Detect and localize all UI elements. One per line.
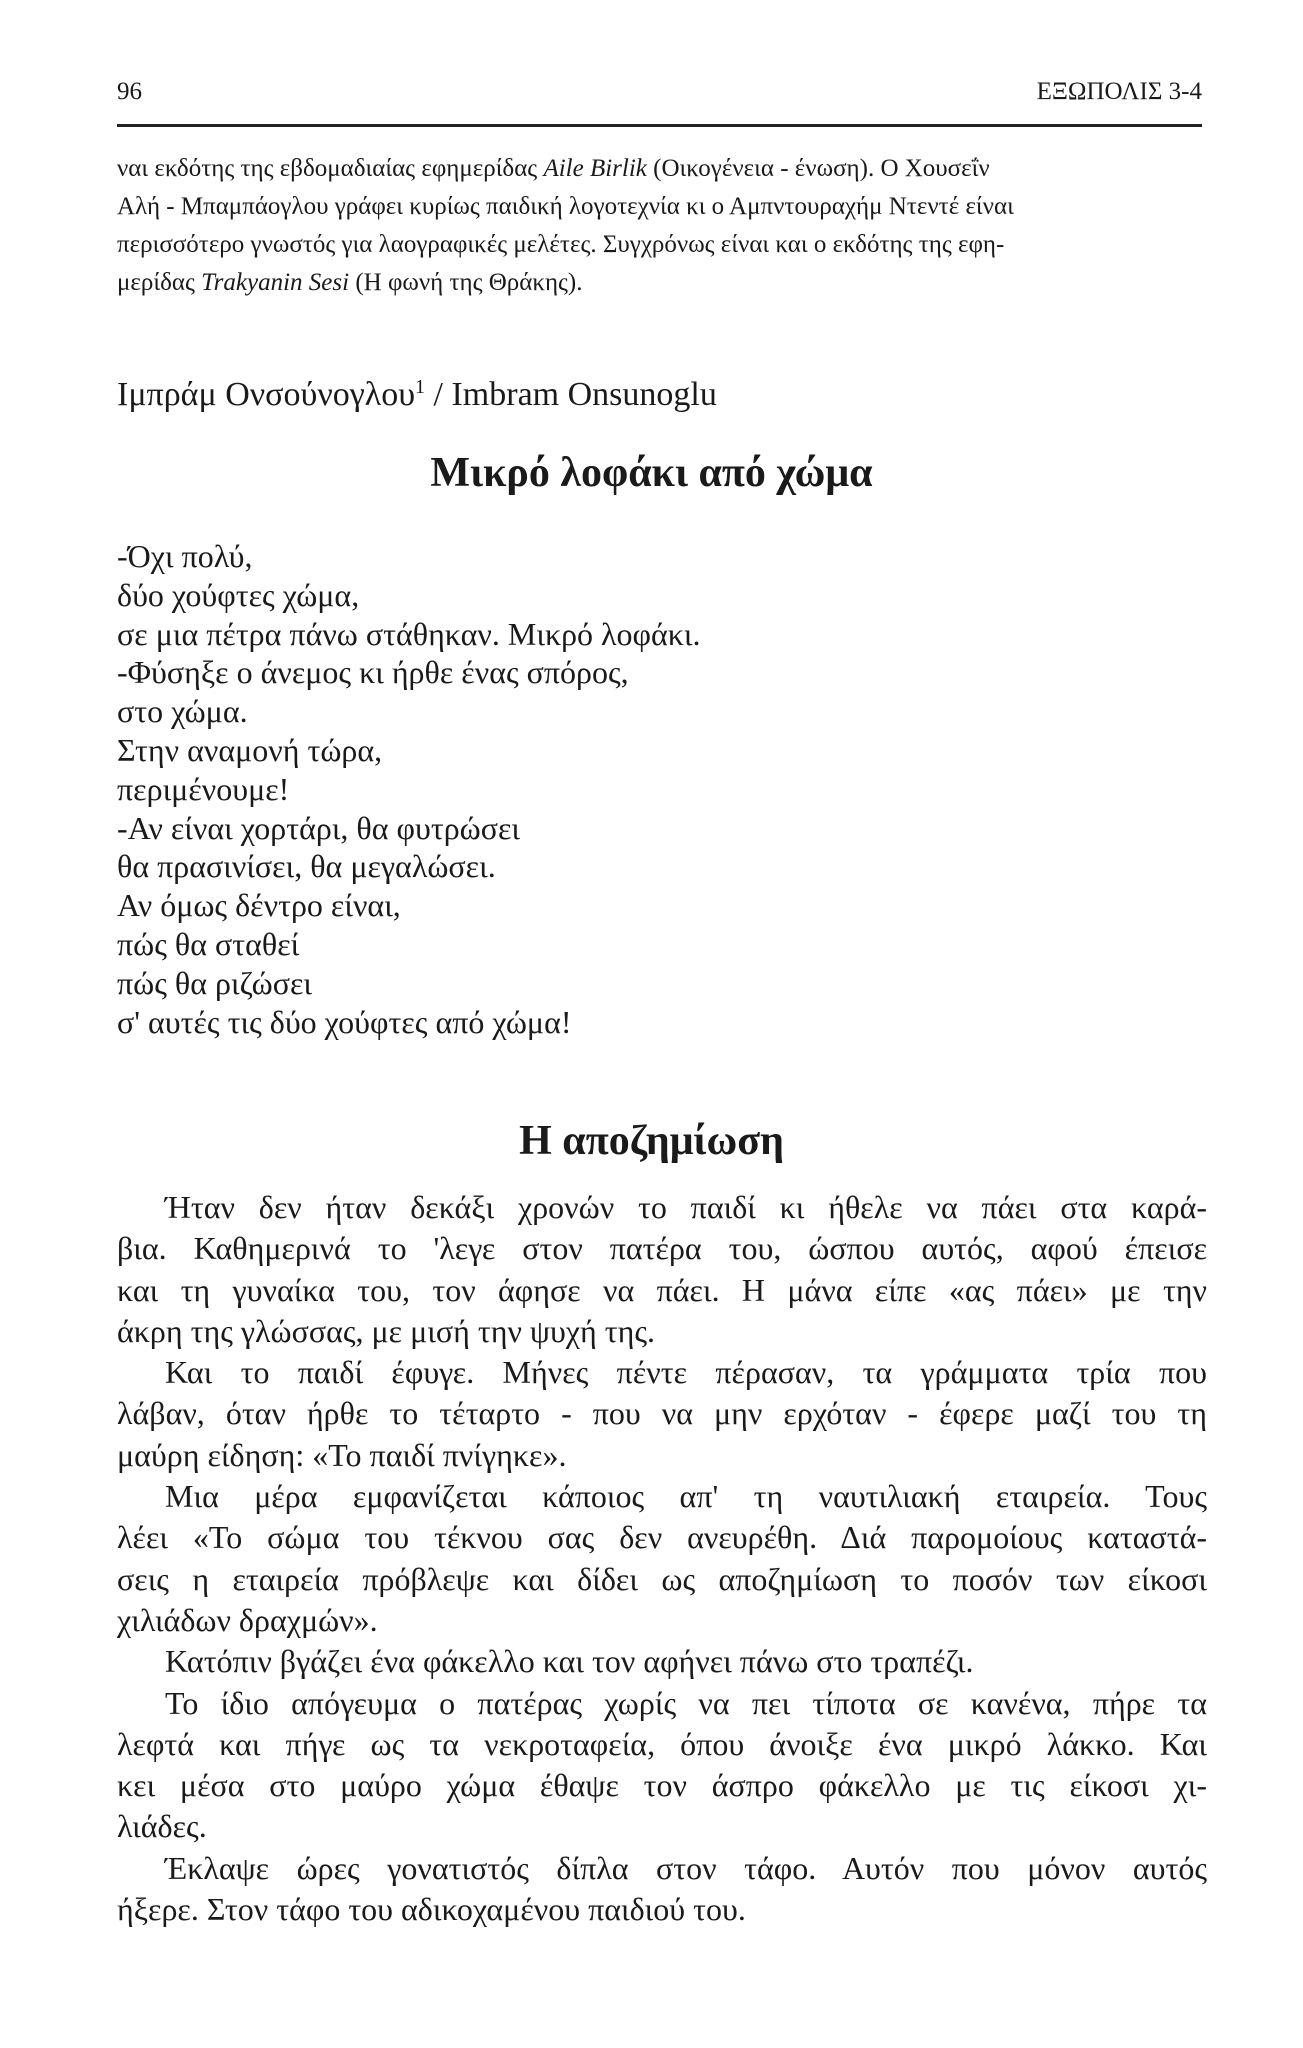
story-line: λέει «Το σώμα του τέκνου σας δεν ανευρέθη. Διά παρομοίους καταστά- bbox=[117, 1519, 1207, 1556]
story-line: λιάδες. bbox=[117, 1808, 207, 1845]
intro-line: Αλή - Μπαμπάογλου γράφει κυρίως παιδική λογοτεχνία κι ο Αμπντουραχήμ Ντεντέ είναι bbox=[117, 193, 1014, 220]
poem-line: περιμένουμε! bbox=[117, 770, 290, 807]
author-name: Ιμπράμ Ονσούνογλου bbox=[117, 376, 416, 413]
journal-title: ΕΞΩΠΟΛΙΣ 3-4 bbox=[1036, 78, 1202, 105]
poem-line: -Αν είναι χορτάρι, θα φυτρώσει bbox=[117, 809, 521, 846]
poem-line: πώς θα σταθεί bbox=[117, 925, 300, 962]
story-line: Και το παιδί έφυγε. Μήνες πέντε πέρασαν, τα γράμματα τρία που bbox=[165, 1354, 1207, 1391]
story-line: Μια μέρα εμφανίζεται κάποιος απ' τη ναυτιλιακή εταιρεία. Τους bbox=[165, 1478, 1207, 1515]
poem-line: πώς θα ριζώσει bbox=[117, 964, 313, 1001]
story-line: Έκλαψε ώρες γονατιστός δίπλα στον τάφο. Αυτόν που μόνον αυτός bbox=[165, 1849, 1207, 1886]
poem-line: δύο χούφτες χώμα, bbox=[117, 576, 360, 613]
intro-paragraph bbox=[117, 150, 1207, 302]
story-line: και τη γυναίκα του, τον άφησε να πάει. Η μάνα είπε «ας πάει» με την bbox=[117, 1271, 1207, 1308]
story-line: χιλιάδων δραχμών». bbox=[117, 1601, 378, 1638]
newspaper-name: Aile Birlik bbox=[543, 155, 647, 182]
footnote-marker: 1 bbox=[415, 376, 426, 398]
story-line: σεις η εταιρεία πρόβλεψε και δίδει ως αποζημίωση το ποσόν των είκοσι bbox=[117, 1560, 1207, 1597]
poem-line: -Φύσηξε ο άνεμος κι ήρθε ένας σπόρος, bbox=[117, 654, 629, 691]
story-line: λεφτά και πήγε ως τα νεκροταφεία, όπου άνοιξε ένα μικρό λάκκο. Και bbox=[117, 1725, 1207, 1762]
poem-line: στο χώμα. bbox=[117, 693, 248, 730]
story-line: βια. Καθημερινά το 'λεγε στον πατέρα του, ώσπου αυτός, αφού έπεισε bbox=[117, 1230, 1207, 1267]
poem-line: σε μια πέτρα πάνω στάθηκαν. Μικρό λοφάκι. bbox=[117, 615, 701, 652]
intro-line: ναι εκδότης της εβδομαδιαίας εφημερίδας Aile Birlik (Οικογένεια - ένωση). Ο Χουσεΐν bbox=[117, 155, 990, 182]
author-line bbox=[117, 367, 717, 415]
intro-line: μερίδας Trakyanin Sesi (Η φωνή της Θράκης). bbox=[117, 269, 583, 296]
poem-line: Στην αναμονή τώρα, bbox=[117, 731, 383, 768]
poem-line: Αν όμως δέντρο είναι, bbox=[117, 887, 401, 924]
story-line: ήξερε. Στον τάφο του αδικοχαμένου παιδιού του. bbox=[117, 1891, 746, 1928]
story-line: Το ίδιο απόγευμα ο πατέρας χωρίς να πει τίποτα σε κανένα, πήρε τα bbox=[165, 1684, 1207, 1721]
poem-line: σ' αυτές τις δύο χούφτες από χώμα! bbox=[117, 1003, 572, 1040]
poem-title: Μικρό λοφάκι από χώμα bbox=[430, 450, 873, 496]
header-rule bbox=[117, 124, 1202, 127]
poem-body bbox=[117, 537, 701, 1041]
page-number: 96 bbox=[117, 78, 142, 105]
poem-line: -Όχι πολύ, bbox=[117, 538, 253, 574]
story-line: μαύρη είδηση: «Το παιδί πνίγηκε». bbox=[117, 1436, 567, 1473]
story-line: άκρη της γλώσσας, με μισή την ψυχή της. bbox=[117, 1312, 655, 1349]
story-body bbox=[117, 1187, 1207, 1930]
story-title: Η αποζημίωση bbox=[519, 1118, 784, 1164]
story-line: Ήταν δεν ήταν δεκάξι χρονών το παιδί κι ήθελε να πάει στα καρά- bbox=[165, 1189, 1207, 1225]
intro-line: περισσότερο γνωστός για λαογραφικές μελέτες. Συγχρόνως είναι και ο εκδότης της εφη- bbox=[117, 231, 1005, 258]
poem-line: θα πρασινίσει, θα μεγαλώσει. bbox=[117, 848, 496, 885]
running-head bbox=[117, 78, 1202, 118]
story-line: Κατόπιν βγάζει ένα φάκελλο και τον αφήνει πάνω στο τραπέζι. bbox=[165, 1643, 974, 1680]
author-latin-name: / Imbram Onsunoglu bbox=[425, 376, 717, 413]
story-line: κει μέσα στο μαύρο χώμα έθαψε τον άσπρο φάκελλο με τις είκοσι χι- bbox=[117, 1767, 1207, 1804]
story-line: λάβαν, όταν ήρθε το τέταρτο - που να μην ερχόταν - έφερε μαζί του τη bbox=[117, 1395, 1207, 1432]
newspaper-name: Trakyanin Sesi bbox=[201, 269, 350, 296]
